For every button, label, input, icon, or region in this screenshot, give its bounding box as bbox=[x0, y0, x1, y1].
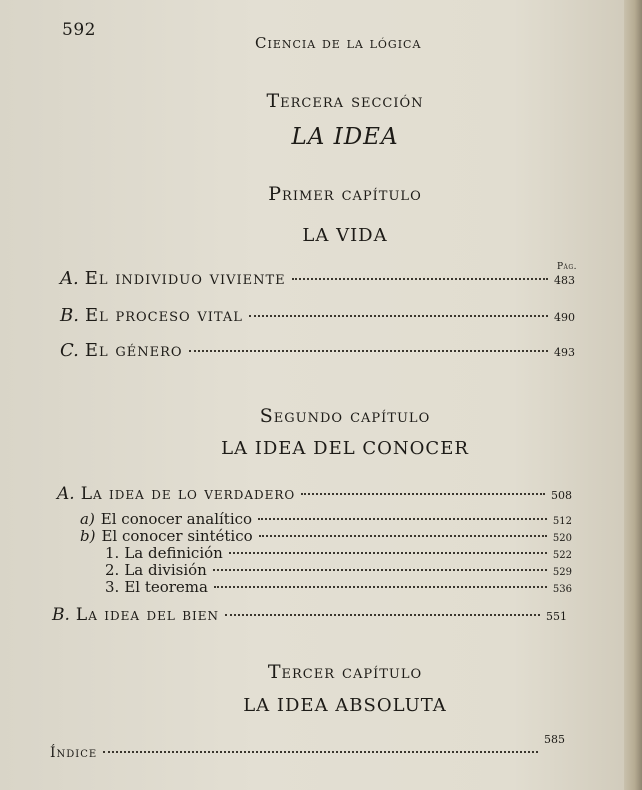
leader-dots bbox=[258, 518, 547, 520]
entry-letter: b) bbox=[80, 527, 96, 545]
chapter-2-label: Segundo capítulo bbox=[259, 405, 431, 427]
leader-dots bbox=[249, 315, 548, 317]
toc-entry bbox=[52, 605, 567, 625]
chapter-3-title: LA IDEA ABSOLUTA bbox=[243, 695, 447, 716]
entry-page: 536 bbox=[552, 584, 572, 595]
entry-text: Índice bbox=[50, 745, 98, 761]
running-head: Ciencia de la lógica bbox=[255, 34, 422, 52]
chapter-1-label: Primer capítulo bbox=[268, 183, 422, 205]
leader-dots bbox=[225, 614, 540, 616]
entry-text: El proceso vital bbox=[84, 305, 243, 326]
leader-dots bbox=[103, 751, 538, 753]
toc-entry bbox=[60, 340, 575, 361]
entry-page: 512 bbox=[552, 516, 572, 527]
entry-text: La idea de lo verdadero bbox=[80, 484, 296, 504]
entry-page: 508 bbox=[551, 489, 572, 502]
entry-letter: 3. bbox=[105, 578, 120, 596]
section-title: LA IDEA bbox=[291, 124, 399, 150]
leader-dots bbox=[292, 278, 548, 280]
toc-index-entry bbox=[50, 733, 565, 761]
toc-entry bbox=[60, 305, 575, 326]
entry-text: La idea del bien bbox=[75, 605, 220, 625]
entry-letter: B. bbox=[52, 605, 70, 625]
page-number: 592 bbox=[62, 20, 96, 40]
entry-page: 551 bbox=[546, 610, 567, 623]
entry-text: El género bbox=[84, 340, 183, 361]
entry-letter: 2. bbox=[105, 561, 120, 579]
toc-subentry bbox=[105, 561, 572, 579]
entry-page: 522 bbox=[552, 550, 572, 561]
entry-text: El teorema bbox=[124, 578, 208, 596]
chapter-3-label: Tercer capítulo bbox=[267, 661, 423, 683]
leader-dots bbox=[259, 535, 547, 537]
entry-letter: 1. bbox=[105, 544, 120, 562]
entry-page: 493 bbox=[554, 346, 575, 359]
entry-letter: C. bbox=[60, 340, 79, 361]
leader-dots bbox=[214, 586, 547, 588]
leader-dots bbox=[213, 569, 547, 571]
leader-dots bbox=[301, 493, 545, 495]
entry-page: 585 bbox=[544, 733, 565, 746]
entry-letter: a) bbox=[80, 510, 95, 528]
page-column-label: Pág. bbox=[557, 262, 578, 272]
toc-subentry bbox=[80, 510, 572, 528]
entry-text: El conocer analítico bbox=[100, 510, 253, 528]
chapter-2-title: LA IDEA DEL CONOCER bbox=[221, 438, 469, 459]
toc-entry bbox=[57, 484, 572, 504]
entry-text: La definición bbox=[124, 544, 223, 562]
entry-page: 483 bbox=[554, 274, 575, 287]
chapter-1-title: LA VIDA bbox=[302, 225, 388, 246]
entry-letter: A. bbox=[57, 484, 75, 504]
toc-subentry bbox=[105, 578, 572, 596]
toc-subentry bbox=[105, 544, 572, 562]
section-label: Tercera sección bbox=[266, 90, 424, 112]
toc-subentry bbox=[80, 527, 572, 545]
entry-page: 520 bbox=[552, 533, 572, 544]
entry-page: 490 bbox=[554, 311, 575, 324]
entry-text: El individuo viviente bbox=[84, 268, 286, 289]
entry-letter: B. bbox=[60, 305, 79, 326]
entry-text: El conocer sintético bbox=[101, 527, 253, 545]
entry-text: La división bbox=[124, 561, 207, 579]
leader-dots bbox=[189, 350, 548, 352]
entry-page: 529 bbox=[552, 567, 572, 578]
leader-dots bbox=[229, 552, 547, 554]
entry-letter: A. bbox=[60, 268, 79, 289]
toc-entry bbox=[60, 268, 575, 289]
